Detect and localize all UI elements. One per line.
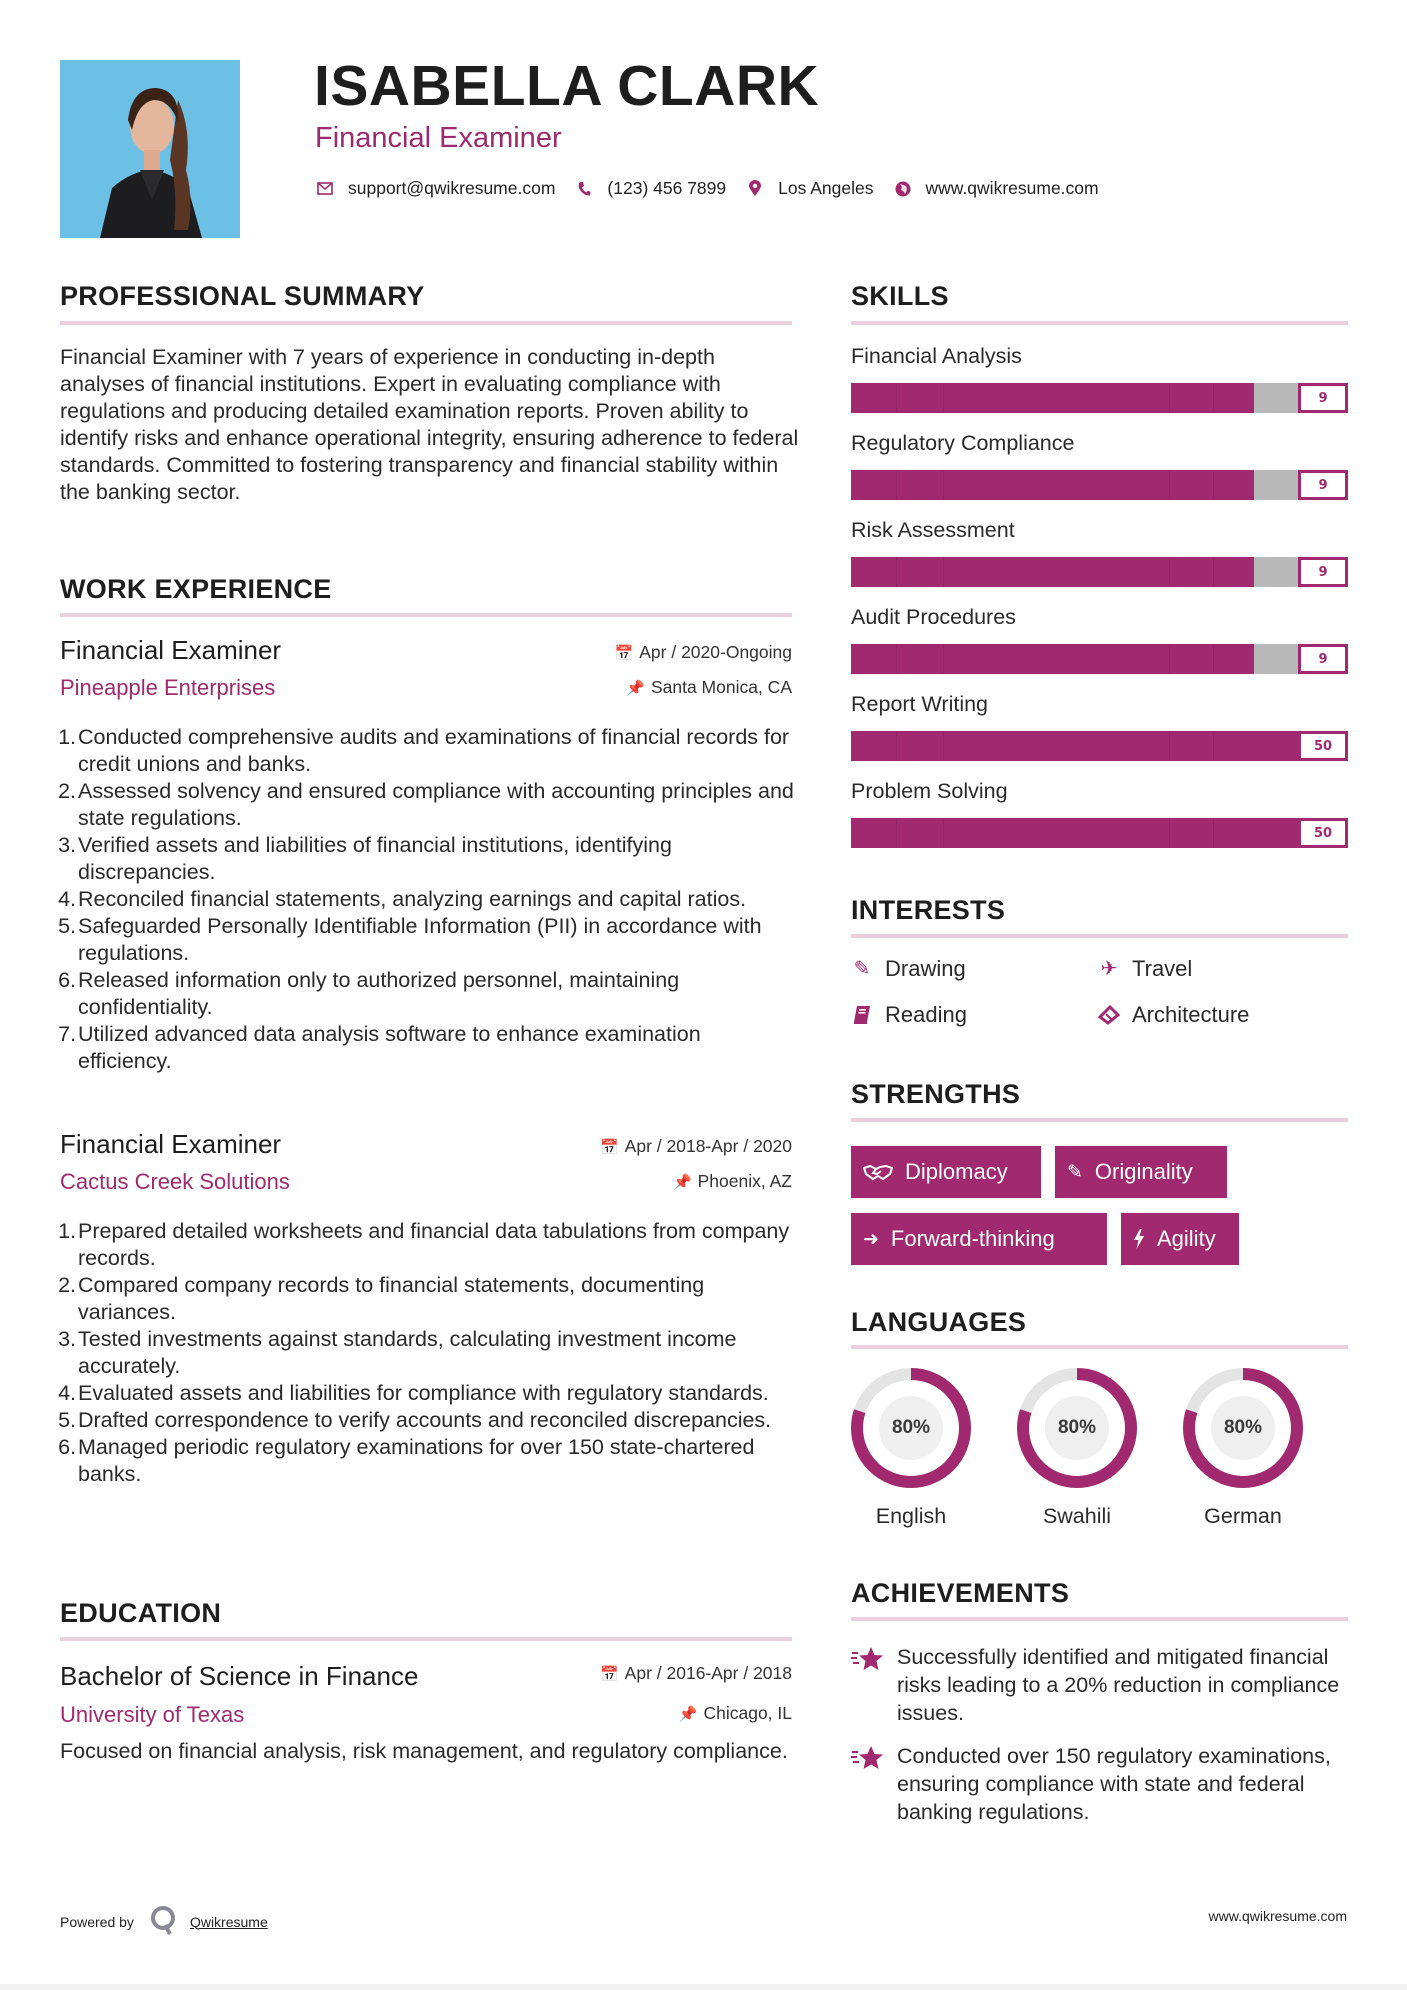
list-item: 4. Evaluated assets and liabilities for compliance with regulatory standards. [58, 1381, 769, 1405]
skill-segment-divider [1213, 644, 1214, 674]
skill-value-badge: 9 [1298, 383, 1348, 413]
language-progress-ring: 80% [1181, 1366, 1305, 1490]
qwikresume-link[interactable]: Qwikresume [189, 1913, 268, 1930]
skill-segment-divider [1213, 818, 1214, 848]
section-divider [851, 1345, 1348, 1349]
skill-segment-divider [1213, 557, 1214, 587]
pencil-icon: ✎ [853, 958, 871, 980]
job-title: Financial Examiner [60, 1129, 282, 1159]
arrow-right-icon: ➜ [863, 1228, 879, 1250]
section-divider [851, 934, 1348, 938]
list-item: 3. Verified assets and liabilities of financial institutions, identifying discrepancies. [58, 833, 672, 884]
achievement-item: Conducted over 150 regulatory examinations, ensuring compliance with state and federal banking regulations. [851, 1742, 1348, 1826]
strengths-heading: STRENGTHS [851, 1079, 1021, 1109]
calendar-icon: 📅 [599, 1666, 619, 1683]
skill-value-badge: 9 [1298, 557, 1348, 587]
skill-label: Financial Analysis [851, 344, 1022, 368]
education-location: 📌 Chicago, IL [678, 1703, 792, 1723]
envelope-icon [314, 182, 336, 195]
list-item: 2. Compared company records to financial statements, documenting variances. [58, 1273, 705, 1324]
pushpin-icon: 📌 [672, 1174, 692, 1191]
job-title: Financial Examiner [60, 635, 282, 665]
skill-value-badge: 9 [1298, 470, 1348, 500]
calendar-icon: 📅 [614, 645, 634, 662]
book-icon [851, 1005, 873, 1025]
skill-segment-divider [1169, 470, 1170, 500]
skill-segment-divider [1213, 731, 1214, 761]
job-dates: 📅 Apr / 2018-Apr / 2020 [599, 1136, 792, 1156]
skill-value-badge: 50 [1298, 731, 1348, 761]
section-divider [851, 321, 1348, 325]
job-bullets [60, 724, 800, 1075]
contact-email[interactable]: support@qwikresume.com [348, 178, 556, 198]
summary-text: Financial Examiner with 7 years of experience in conducting in-depth analyses of financial institutions. Expert in evaluating compliance with regulations and producing detailed examination reports. Proven ability to identify risks and enhance operational integrity, ensuring adherence to federal standards. Committed to fostering transparency and financial stability within the banking sector. [60, 345, 799, 504]
skill-progress-bar [851, 818, 1348, 848]
pushpin-icon: 📌 [626, 680, 645, 697]
star-icon [851, 1645, 885, 1673]
candidate-title: Financial Examiner [315, 122, 562, 154]
skill-progress-bar [851, 383, 1348, 413]
skill-segment-divider [943, 557, 944, 587]
skill-progress-bar [851, 470, 1348, 500]
section-divider [60, 1637, 792, 1641]
skill-label: Audit Procedures [851, 605, 1016, 629]
summary-heading: PROFESSIONAL SUMMARY [60, 281, 425, 311]
language-progress-ring: 80% [849, 1366, 973, 1490]
pushpin-icon: 📌 [678, 1706, 698, 1723]
lightning-icon [1133, 1229, 1145, 1249]
skill-segment-divider [896, 644, 897, 674]
skill-progress-bar [851, 644, 1348, 674]
language-english: 80% English [849, 1366, 973, 1529]
list-item: 7. Utilized advanced data analysis software to enhance examination efficiency. [58, 1022, 701, 1073]
section-divider [851, 1617, 1348, 1621]
plane-icon: ✈ [1100, 958, 1118, 980]
candidate-name: ISABELLA CLARK [314, 54, 820, 118]
ticket-icon [1098, 1005, 1120, 1025]
skill-progress-bar [851, 557, 1348, 587]
education-description: Focused on financial analysis, risk management, and regulatory compliance. [60, 1739, 788, 1763]
handshake-icon [863, 1163, 893, 1181]
skill-segment-divider [1169, 731, 1170, 761]
skill-segment-divider [943, 644, 944, 674]
section-divider [60, 321, 792, 325]
skill-segment-divider [1213, 470, 1214, 500]
skill-segment-divider [896, 731, 897, 761]
job-company: Cactus Creek Solutions [60, 1169, 290, 1194]
contact-bar [314, 178, 1117, 199]
skill-segment-divider [943, 818, 944, 848]
contact-location: Los Angeles [778, 178, 874, 198]
list-item: 1. Conducted comprehensive audits and examinations of financial records for credit unions and banks. [58, 725, 790, 776]
footer-website[interactable]: www.qwikresume.com [1208, 1908, 1347, 1924]
skill-segment-divider [1213, 383, 1214, 413]
profile-photo [60, 60, 240, 238]
list-item: 6. Released information only to authorized personnel, maintaining confidentiality. [58, 968, 680, 1019]
skills-heading: SKILLS [851, 281, 949, 311]
strength-chip-originality: ✎ Originality [1055, 1146, 1227, 1198]
job-location: 📌 Santa Monica, CA [626, 677, 792, 697]
education-heading: EDUCATION [60, 1598, 222, 1628]
skill-segment-divider [896, 470, 897, 500]
list-item: 5. Drafted correspondence to verify accounts and reconciled discrepancies. [58, 1408, 772, 1432]
job-bullets [60, 1218, 800, 1488]
section-divider [60, 613, 792, 617]
calendar-icon: 📅 [599, 1139, 619, 1156]
page-bottom-edge [0, 1984, 1407, 1990]
skill-label: Problem Solving [851, 779, 1008, 803]
interest-item-architecture: Architecture [1098, 1004, 1249, 1026]
interest-item-travel: ✈ Travel [1098, 958, 1192, 980]
skill-label: Regulatory Compliance [851, 431, 1075, 455]
skill-progress-fill [851, 644, 1254, 674]
skill-segment-divider [943, 470, 944, 500]
skill-progress-fill [851, 818, 1348, 848]
job-dates: 📅 Apr / 2020-Ongoing [614, 642, 792, 662]
pencil-icon: ✎ [1067, 1161, 1083, 1183]
experience-heading: WORK EXPERIENCE [60, 574, 332, 604]
list-item: 4. Reconciled financial statements, analyzing earnings and capital ratios. [58, 887, 747, 911]
map-pin-icon [744, 180, 766, 197]
contact-phone[interactable]: (123) 456 7899 [607, 178, 727, 198]
list-item: 3. Tested investments against standards, calculating investment income accurately. [58, 1327, 737, 1378]
languages-heading: LANGUAGES [851, 1307, 1027, 1337]
skill-value-badge: 9 [1298, 644, 1348, 674]
degree-title: Bachelor of Science in Finance [60, 1661, 419, 1691]
strength-chip-forward-thinking: ➜ Forward-thinking [851, 1213, 1107, 1265]
skill-progress-fill [851, 731, 1348, 761]
star-icon [851, 1744, 885, 1772]
skill-segment-divider [1169, 557, 1170, 587]
achievement-item: Successfully identified and mitigated financial risks leading to a 20% reduction in compliance issues. [851, 1643, 1348, 1727]
list-item: 6. Managed periodic regulatory examinations for over 150 state-chartered banks. [58, 1435, 755, 1486]
language-swahili: 80% Swahili [1015, 1366, 1139, 1529]
language-german: 80% German [1181, 1366, 1305, 1529]
skill-segment-divider [1169, 383, 1170, 413]
contact-website[interactable]: www.qwikresume.com [925, 178, 1099, 198]
job-company: Pineapple Enterprises [60, 675, 276, 700]
interests-heading: INTERESTS [851, 895, 1006, 925]
strength-chip-agility: Agility [1121, 1213, 1239, 1265]
skill-progress-fill [851, 470, 1254, 500]
skill-segment-divider [943, 731, 944, 761]
interest-item-reading: Reading [851, 1004, 967, 1026]
achievements-heading: ACHIEVEMENTS [851, 1578, 1070, 1608]
skill-progress-bar [851, 731, 1348, 761]
globe-icon [892, 181, 914, 197]
skill-segment-divider [1169, 644, 1170, 674]
strength-chip-diplomacy: Diplomacy [851, 1146, 1041, 1198]
skill-segment-divider [943, 383, 944, 413]
skill-label: Report Writing [851, 692, 989, 716]
skill-value-badge: 50 [1298, 818, 1348, 848]
school-name: University of Texas [60, 1702, 245, 1727]
language-progress-ring: 80% [1015, 1366, 1139, 1490]
education-dates: 📅 Apr / 2016-Apr / 2018 [599, 1663, 792, 1683]
list-item: 2. Assessed solvency and ensured compliance with accounting principles and state regulations. [58, 779, 794, 830]
interest-item-drawing: ✎ Drawing [851, 958, 966, 980]
footer-powered-by: Powered by Qwikresume [60, 1905, 268, 1938]
skill-progress-fill [851, 557, 1254, 587]
section-divider [851, 1118, 1348, 1122]
skill-segment-divider [1169, 818, 1170, 848]
skill-segment-divider [896, 557, 897, 587]
job-location: 📌 Phoenix, AZ [672, 1171, 792, 1191]
skill-label: Risk Assessment [851, 518, 1015, 542]
qwikresume-logo-icon [150, 1905, 176, 1938]
skill-progress-fill [851, 383, 1254, 413]
phone-icon [573, 181, 595, 197]
list-item: 5. Safeguarded Personally Identifiable Information (PII) in accordance with regulations. [58, 914, 762, 965]
list-item: 1. Prepared detailed worksheets and financial data tabulations from company records. [58, 1219, 790, 1270]
skill-segment-divider [896, 818, 897, 848]
skill-segment-divider [896, 383, 897, 413]
